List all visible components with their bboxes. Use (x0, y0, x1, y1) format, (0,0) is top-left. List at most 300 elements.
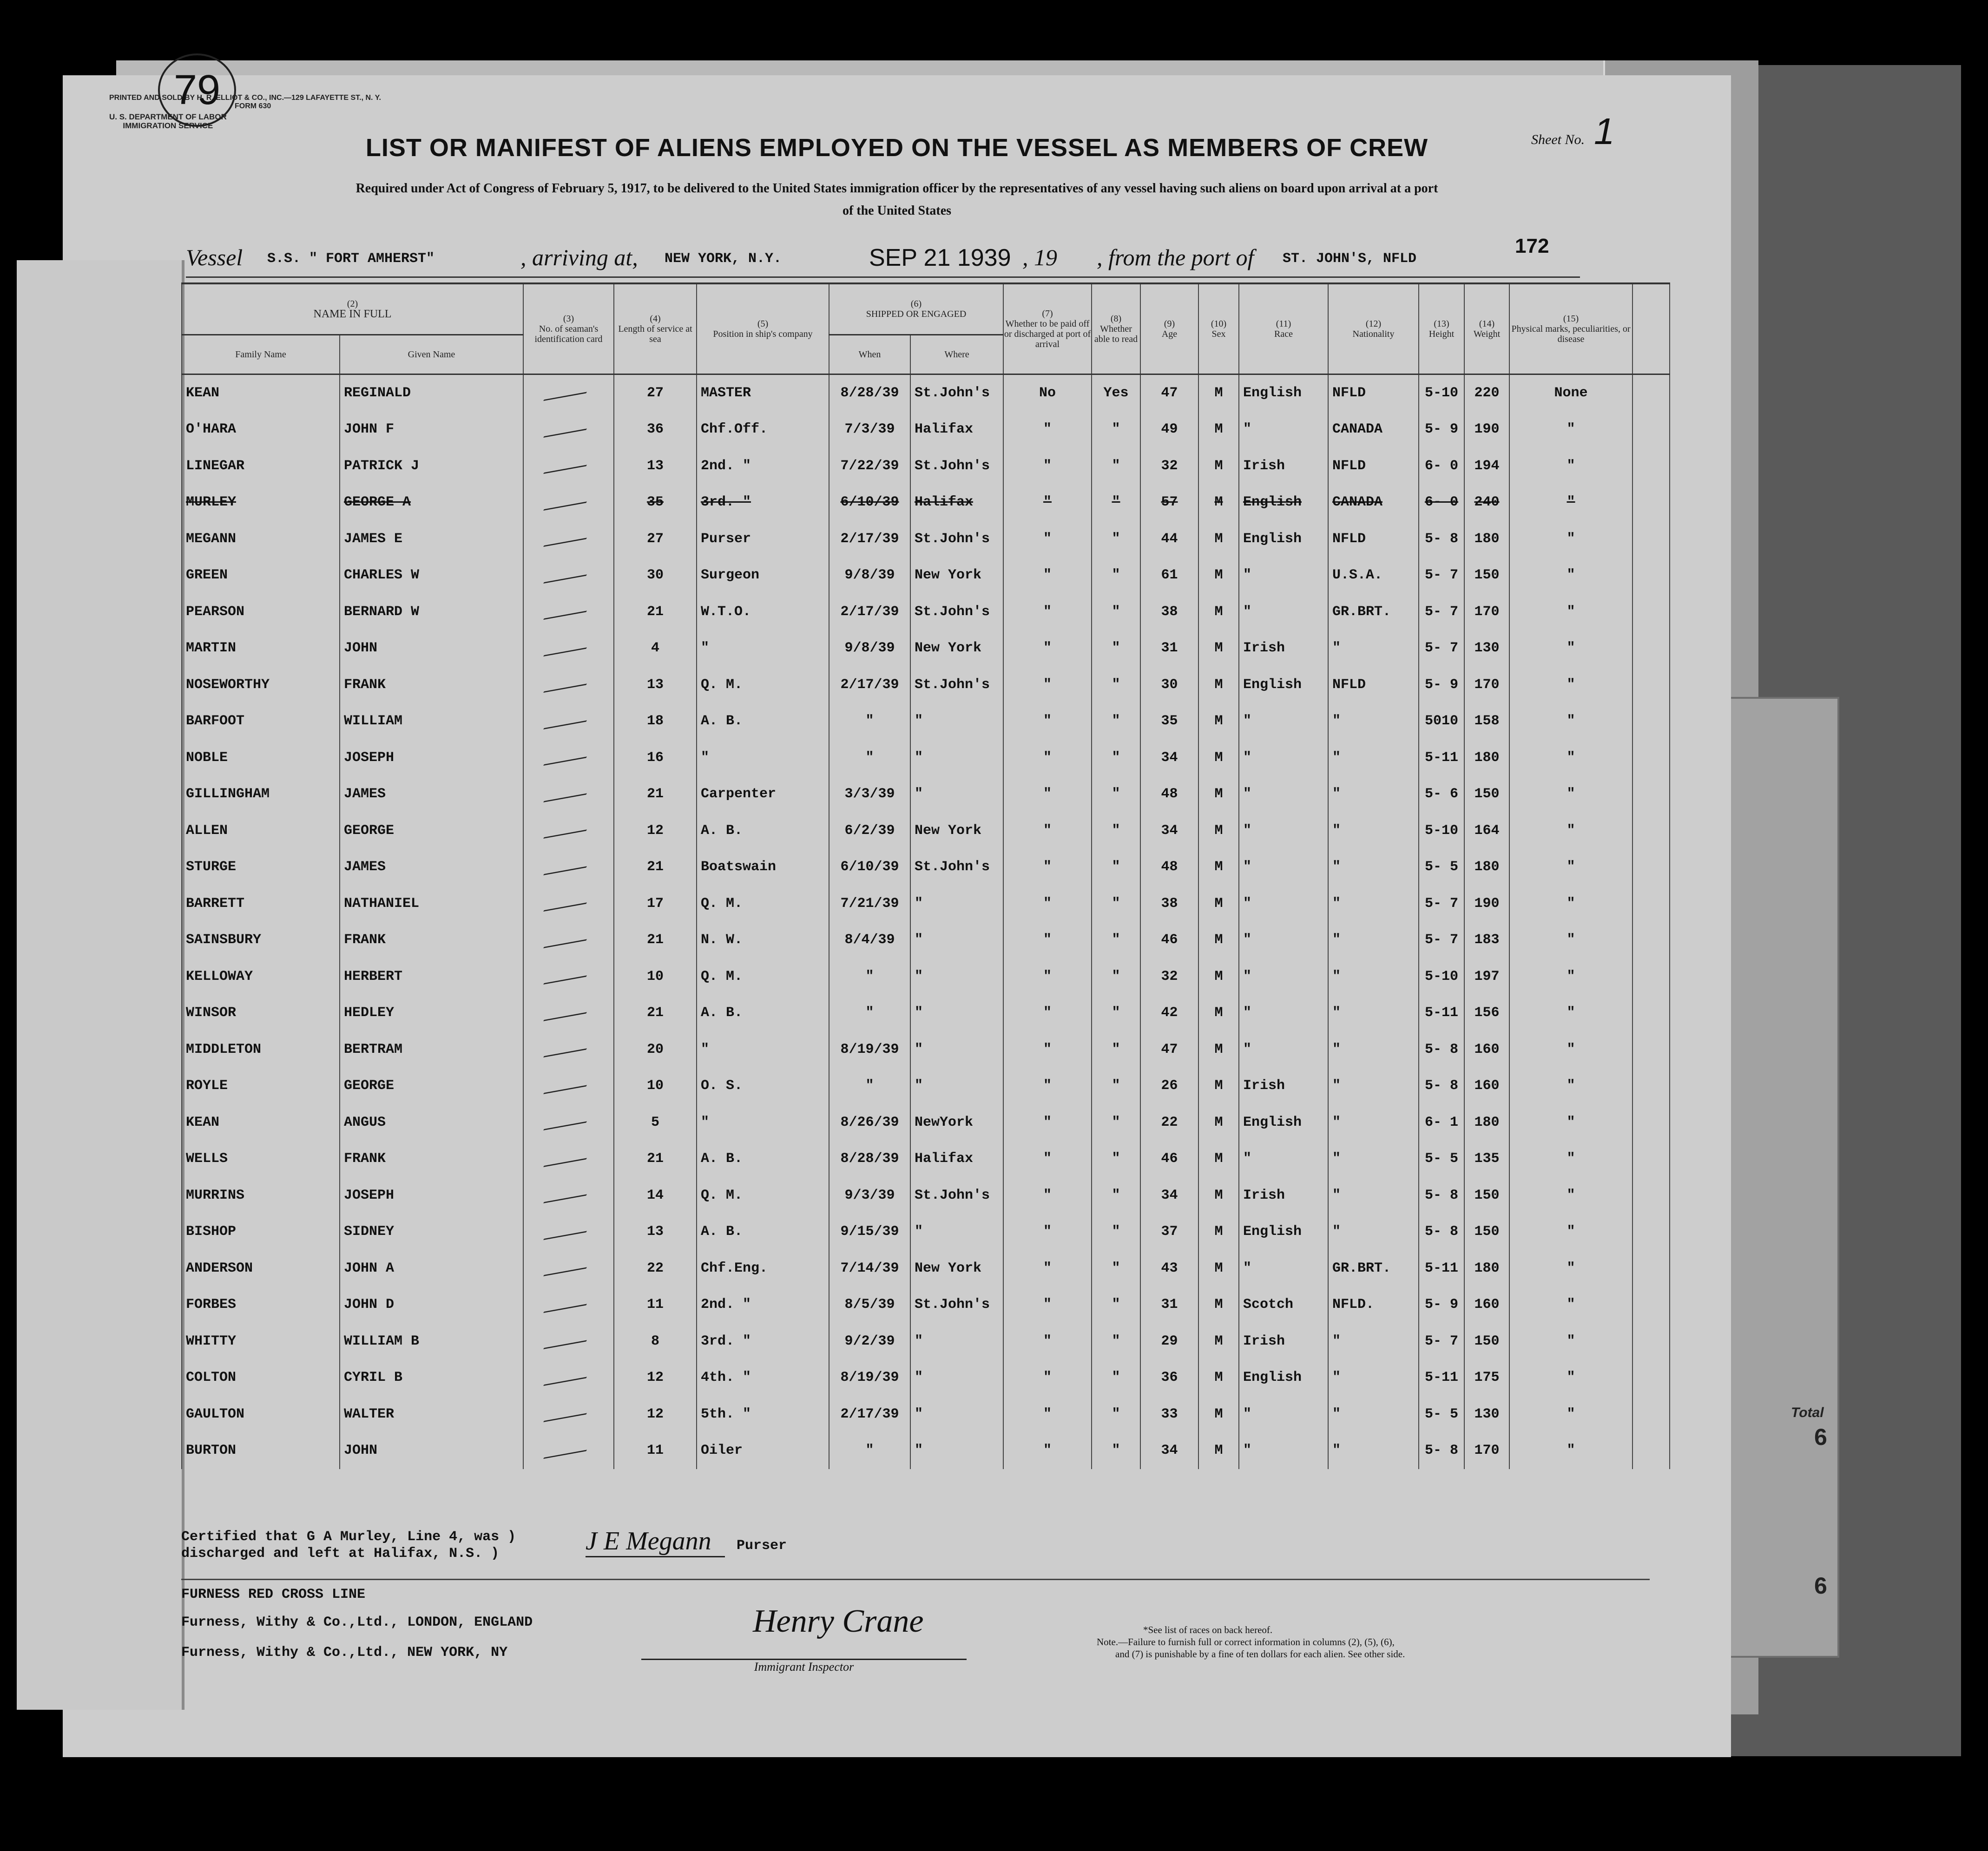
check-mark-icon (543, 636, 594, 656)
given-name-cell: SIDNEY (340, 1214, 523, 1250)
nationality-cell: NFLD (1328, 374, 1419, 411)
position-cell: A. B. (697, 995, 829, 1031)
nationality-cell: " (1328, 1323, 1419, 1360)
nationality-cell: CANADA (1328, 484, 1419, 521)
given-name-cell: ANGUS (340, 1104, 523, 1141)
position-cell: 2nd. " (697, 1287, 829, 1323)
table-row (182, 557, 1670, 594)
nationality-cell: NFLD. (1328, 1287, 1419, 1323)
family-name-cell: BISHOP (182, 1214, 340, 1250)
given-name-cell: JOHN D (340, 1287, 523, 1323)
purser-signature: J E Megann (586, 1526, 725, 1557)
nationality-cell: " (1328, 740, 1419, 776)
age-cell: 31 (1140, 630, 1198, 667)
family-name-cell: MARTIN (182, 630, 340, 667)
given-name-cell: JOHN A (340, 1250, 523, 1287)
footer-divider (181, 1579, 1650, 1580)
height-cell: 5-10 (1419, 374, 1464, 411)
col-name-in-full: (2) NAME IN FULL (182, 283, 523, 335)
id-card-tick (523, 1141, 614, 1177)
where-cell: St.John's (910, 667, 1003, 703)
given-name-cell: GEORGE (340, 1068, 523, 1104)
blank-cell (1633, 594, 1670, 630)
family-name-cell: NOBLE (182, 740, 340, 776)
table-row (182, 594, 1670, 630)
position-cell: 2nd. " (697, 448, 829, 485)
where-cell: " (910, 740, 1003, 776)
height-cell: 5- 7 (1419, 886, 1464, 922)
position-cell: " (697, 1031, 829, 1068)
position-cell: 3rd. " (697, 1323, 829, 1360)
nationality-cell: " (1328, 1141, 1419, 1177)
given-name-cell: GEORGE A (340, 484, 523, 521)
family-name-cell: SAINSBURY (182, 922, 340, 958)
position-cell: A. B. (697, 703, 829, 740)
check-mark-icon (543, 1328, 594, 1349)
check-mark-icon (543, 1037, 594, 1057)
weight-cell: 130 (1464, 1396, 1509, 1433)
sex-cell: M (1198, 958, 1239, 995)
inspector-label: Immigrant Inspector (641, 1659, 967, 1674)
check-mark-icon (543, 1255, 594, 1276)
marks-cell: " (1509, 594, 1633, 630)
when-cell: " (829, 1432, 910, 1469)
fine-note-2: and (7) is punishable by a fine of ten dollars for each alien. See other side. (1115, 1648, 1405, 1660)
service-cell: 8 (614, 1323, 697, 1360)
when-cell: 8/26/39 (829, 1104, 910, 1141)
service-cell: 10 (614, 1068, 697, 1104)
age-cell: 61 (1140, 557, 1198, 594)
where-cell: New York (910, 630, 1003, 667)
weight-cell: 150 (1464, 1214, 1509, 1250)
given-name-cell: CHARLES W (340, 557, 523, 594)
service-cell: 12 (614, 1396, 697, 1433)
family-name-cell: PEARSON (182, 594, 340, 630)
family-name-cell: GILLINGHAM (182, 776, 340, 813)
table-row (182, 448, 1670, 485)
table-row (182, 849, 1670, 886)
where-cell: St.John's (910, 374, 1003, 411)
position-cell: Q. M. (697, 1177, 829, 1214)
printer-text: PRINTED AND SOLD BY H. R. ELLIOT & CO., INC.—129 LAFAYETTE ST., N. Y. (109, 94, 381, 102)
paid-off-cell: " (1003, 1177, 1092, 1214)
check-mark-icon (543, 599, 594, 620)
table-row (182, 1396, 1670, 1433)
read-cell: " (1092, 886, 1140, 922)
sex-cell: M (1198, 1432, 1239, 1469)
check-mark-icon (543, 1000, 594, 1021)
age-cell: 34 (1140, 740, 1198, 776)
table-row (182, 667, 1670, 703)
table-row (182, 1250, 1670, 1287)
read-cell: " (1092, 849, 1140, 886)
weight-cell: 180 (1464, 1250, 1509, 1287)
family-name-cell: WHITTY (182, 1323, 340, 1360)
nationality-cell: " (1328, 1104, 1419, 1141)
read-cell: " (1092, 667, 1140, 703)
blank-cell (1633, 1323, 1670, 1360)
arriving-label: , arriving at, (520, 244, 638, 270)
blank-cell (1633, 1068, 1670, 1104)
when-cell: " (829, 703, 910, 740)
check-mark-icon (543, 709, 594, 729)
where-cell: Halifax (910, 484, 1003, 521)
where-cell: St.John's (910, 594, 1003, 630)
sex-cell: M (1198, 630, 1239, 667)
certification-line-2: discharged and left at Halifax, N.S. ) (181, 1546, 500, 1562)
col-weight: (14) Weight (1464, 283, 1509, 374)
paid-off-cell: " (1003, 958, 1092, 995)
marks-cell: " (1509, 886, 1633, 922)
read-cell: Yes (1092, 374, 1140, 411)
where-cell: Halifax (910, 411, 1003, 448)
age-cell: 47 (1140, 374, 1198, 411)
age-cell: 34 (1140, 813, 1198, 849)
blank-cell (1633, 958, 1670, 995)
blank-cell (1633, 374, 1670, 411)
family-name-cell: MEGANN (182, 521, 340, 558)
side-total-label: Total (1791, 1405, 1824, 1420)
id-card-tick (523, 813, 614, 849)
family-name-cell: LINEGAR (182, 448, 340, 485)
position-cell: Oiler (697, 1432, 829, 1469)
paid-off-cell: " (1003, 1250, 1092, 1287)
service-cell: 21 (614, 1141, 697, 1177)
age-cell: 49 (1140, 411, 1198, 448)
race-cell: English (1239, 1104, 1328, 1141)
service-cell: 27 (614, 374, 697, 411)
id-card-tick (523, 1214, 614, 1250)
id-card-tick (523, 776, 614, 813)
height-cell: 5- 6 (1419, 776, 1464, 813)
table-row (182, 740, 1670, 776)
sex-cell: M (1198, 886, 1239, 922)
family-name-cell: STURGE (182, 849, 340, 886)
where-cell: " (910, 922, 1003, 958)
paid-off-cell: " (1003, 1214, 1092, 1250)
race-cell: English (1239, 1359, 1328, 1396)
nationality-cell: CANADA (1328, 411, 1419, 448)
table-row (182, 1104, 1670, 1141)
race-cell: Irish (1239, 1177, 1328, 1214)
id-card-tick (523, 630, 614, 667)
vessel-underline (186, 276, 1580, 278)
read-cell: " (1092, 922, 1140, 958)
position-cell: Carpenter (697, 776, 829, 813)
blank-cell (1633, 740, 1670, 776)
weight-cell: 190 (1464, 411, 1509, 448)
given-name-cell: JAMES (340, 849, 523, 886)
col-position: (5) Position in ship's company (697, 283, 829, 374)
marks-cell: " (1509, 1068, 1633, 1104)
nationality-cell: " (1328, 849, 1419, 886)
race-cell: " (1239, 849, 1328, 886)
marks-cell: " (1509, 1287, 1633, 1323)
table-row (182, 1031, 1670, 1068)
blank-cell (1633, 1104, 1670, 1141)
height-cell: 5- 7 (1419, 1323, 1464, 1360)
col-paid-off: (7) Whether to be paid off or discharged at port of arrival (1003, 283, 1092, 374)
col-marks: (15) Physical marks, peculiarities, or disease (1509, 283, 1633, 374)
family-name-cell: GREEN (182, 557, 340, 594)
family-name-cell: FORBES (182, 1287, 340, 1323)
check-mark-icon (543, 964, 594, 985)
position-cell: MASTER (697, 374, 829, 411)
certification-note (181, 1529, 516, 1562)
nationality-cell: GR.BRT. (1328, 594, 1419, 630)
subtitle-line-2: of the United States (842, 203, 952, 218)
side-bottom-value: 6 (1814, 1573, 1827, 1599)
where-cell: St.John's (910, 521, 1003, 558)
when-cell: 7/14/39 (829, 1250, 910, 1287)
age-cell: 38 (1140, 886, 1198, 922)
service-cell: 36 (614, 411, 697, 448)
weight-cell: 190 (1464, 886, 1509, 922)
paid-off-cell: " (1003, 1068, 1092, 1104)
age-cell: 44 (1140, 521, 1198, 558)
age-cell: 57 (1140, 484, 1198, 521)
age-cell: 31 (1140, 1287, 1198, 1323)
given-name-cell: GEORGE (340, 813, 523, 849)
family-name-cell: ALLEN (182, 813, 340, 849)
marks-cell: " (1509, 922, 1633, 958)
family-name-cell: KEAN (182, 1104, 340, 1141)
col-nationality: (12) Nationality (1328, 283, 1419, 374)
table-row (182, 886, 1670, 922)
service-cell: 13 (614, 667, 697, 703)
height-cell: 5- 8 (1419, 1214, 1464, 1250)
paid-off-cell: " (1003, 1031, 1092, 1068)
nationality-cell: GR.BRT. (1328, 1250, 1419, 1287)
race-cell: " (1239, 813, 1328, 849)
height-cell: 5-11 (1419, 1250, 1464, 1287)
where-cell: Halifax (910, 1141, 1003, 1177)
table-row (182, 813, 1670, 849)
age-cell: 48 (1140, 849, 1198, 886)
age-cell: 48 (1140, 776, 1198, 813)
where-cell: New York (910, 1250, 1003, 1287)
read-cell: " (1092, 776, 1140, 813)
height-cell: 6- 0 (1419, 448, 1464, 485)
read-cell: " (1092, 1214, 1140, 1250)
when-cell: 8/5/39 (829, 1287, 910, 1323)
position-cell: A. B. (697, 1214, 829, 1250)
blank-cell (1633, 521, 1670, 558)
position-cell: " (697, 1104, 829, 1141)
paid-off-cell: " (1003, 1104, 1092, 1141)
sex-cell: M (1198, 813, 1239, 849)
weight-cell: 180 (1464, 521, 1509, 558)
read-cell: " (1092, 557, 1140, 594)
weight-cell: 150 (1464, 776, 1509, 813)
id-card-tick (523, 1287, 614, 1323)
sex-cell: M (1198, 448, 1239, 485)
height-cell: 5- 7 (1419, 922, 1464, 958)
weight-cell: 170 (1464, 1432, 1509, 1469)
height-cell: 5- 5 (1419, 1141, 1464, 1177)
check-mark-icon (543, 1438, 594, 1459)
read-cell: " (1092, 1068, 1140, 1104)
where-cell: " (910, 1359, 1003, 1396)
where-cell: " (910, 703, 1003, 740)
height-cell: 5-11 (1419, 740, 1464, 776)
where-cell: " (910, 1031, 1003, 1068)
table-row (182, 1287, 1670, 1323)
service-cell: 4 (614, 630, 697, 667)
sex-cell: M (1198, 1250, 1239, 1287)
paid-off-cell: " (1003, 1141, 1092, 1177)
where-cell: St.John's (910, 448, 1003, 485)
paid-off-cell: " (1003, 813, 1092, 849)
id-card-tick (523, 1432, 614, 1469)
age-cell: 29 (1140, 1323, 1198, 1360)
position-cell: Surgeon (697, 557, 829, 594)
height-cell: 5010 (1419, 703, 1464, 740)
nationality-cell: " (1328, 1396, 1419, 1433)
marks-cell: " (1509, 1214, 1633, 1250)
manifest-number: 172 (1515, 235, 1549, 257)
marks-cell: " (1509, 958, 1633, 995)
when-cell: 7/21/39 (829, 886, 910, 922)
service-cell: 13 (614, 448, 697, 485)
family-name-cell: MURLEY (182, 484, 340, 521)
nationality-cell: " (1328, 1031, 1419, 1068)
given-name-cell: JOHN (340, 630, 523, 667)
check-mark-icon (543, 927, 594, 948)
sex-cell: M (1198, 849, 1239, 886)
nationality-cell: " (1328, 813, 1419, 849)
marks-cell: " (1509, 630, 1633, 667)
read-cell: " (1092, 594, 1140, 630)
race-cell: " (1239, 1250, 1328, 1287)
vessel-label: Vessel (186, 244, 243, 270)
race-cell: Irish (1239, 1068, 1328, 1104)
subtitle-line-1: Required under Act of Congress of February 5, 1917, to be delivered to the United States immigration officer by the representatives of any vessel having such aliens on board upon arrival at a port (355, 181, 1438, 196)
given-name-cell: FRANK (340, 922, 523, 958)
nationality-cell: " (1328, 958, 1419, 995)
check-mark-icon (543, 1365, 594, 1386)
read-cell: " (1092, 813, 1140, 849)
table-row (182, 1359, 1670, 1396)
age-cell: 38 (1140, 594, 1198, 630)
blank-cell (1633, 557, 1670, 594)
age-cell: 34 (1140, 1177, 1198, 1214)
id-card-tick (523, 1250, 614, 1287)
given-name-cell: JOHN F (340, 411, 523, 448)
when-cell: 3/3/39 (829, 776, 910, 813)
table-row (182, 922, 1670, 958)
paid-off-cell: No (1003, 374, 1092, 411)
check-mark-icon (543, 490, 594, 511)
footnote (1097, 1624, 1405, 1660)
weight-cell: 150 (1464, 1177, 1509, 1214)
service-cell: 20 (614, 1031, 697, 1068)
table-row (182, 484, 1670, 521)
position-cell: Q. M. (697, 667, 829, 703)
race-cell: " (1239, 922, 1328, 958)
weight-cell: 135 (1464, 1141, 1509, 1177)
marks-cell: None (1509, 374, 1633, 411)
id-card-tick (523, 740, 614, 776)
id-card-tick (523, 995, 614, 1031)
sex-cell: M (1198, 1359, 1239, 1396)
id-card-tick (523, 521, 614, 558)
read-cell: " (1092, 1250, 1140, 1287)
date-stamp: SEP 21 1939 (869, 244, 1011, 271)
sex-cell: M (1198, 1323, 1239, 1360)
where-cell: St.John's (910, 1287, 1003, 1323)
where-cell: " (910, 995, 1003, 1031)
paid-off-cell: " (1003, 557, 1092, 594)
height-cell: 5- 8 (1419, 521, 1464, 558)
when-cell: 2/17/39 (829, 1396, 910, 1433)
table-row (182, 703, 1670, 740)
age-cell: 46 (1140, 1141, 1198, 1177)
where-cell: St.John's (910, 1177, 1003, 1214)
read-cell: " (1092, 1432, 1140, 1469)
height-cell: 5- 8 (1419, 1031, 1464, 1068)
race-cell: Irish (1239, 630, 1328, 667)
family-name-cell: BARRETT (182, 886, 340, 922)
service-cell: 17 (614, 886, 697, 922)
age-cell: 22 (1140, 1104, 1198, 1141)
age-cell: 43 (1140, 1250, 1198, 1287)
race-note: *See list of races on back hereof. (1143, 1624, 1273, 1635)
given-name-cell: WALTER (340, 1396, 523, 1433)
check-mark-icon (543, 526, 594, 547)
blank-cell (1633, 1432, 1670, 1469)
when-cell: 9/3/39 (829, 1177, 910, 1214)
col-family-name: Family Name (182, 335, 340, 374)
sex-cell: M (1198, 1104, 1239, 1141)
when-cell: 6/10/39 (829, 484, 910, 521)
check-mark-icon (543, 1146, 594, 1167)
paid-off-cell: " (1003, 521, 1092, 558)
read-cell: " (1092, 1287, 1140, 1323)
marks-cell: " (1509, 776, 1633, 813)
weight-cell: 160 (1464, 1287, 1509, 1323)
sex-cell: M (1198, 1031, 1239, 1068)
table-row (182, 1323, 1670, 1360)
read-cell: " (1092, 1031, 1140, 1068)
family-name-cell: ANDERSON (182, 1250, 340, 1287)
given-name-cell: NATHANIEL (340, 886, 523, 922)
height-cell: 5- 9 (1419, 1287, 1464, 1323)
weight-cell: 175 (1464, 1359, 1509, 1396)
family-name-cell: GAULTON (182, 1396, 340, 1433)
weight-cell: 180 (1464, 740, 1509, 776)
paid-off-cell: " (1003, 1287, 1092, 1323)
marks-cell: " (1509, 740, 1633, 776)
service-cell: 21 (614, 995, 697, 1031)
blank-cell (1633, 1359, 1670, 1396)
read-cell: " (1092, 521, 1140, 558)
nationality-cell: NFLD (1328, 667, 1419, 703)
given-name-cell: CYRIL B (340, 1359, 523, 1396)
sex-cell: M (1198, 922, 1239, 958)
when-cell: 9/8/39 (829, 557, 910, 594)
check-mark-icon (543, 818, 594, 839)
sheet-number-value: 1 (1593, 111, 1615, 152)
position-cell: A. B. (697, 1141, 829, 1177)
nationality-cell: " (1328, 1177, 1419, 1214)
service-cell: 13 (614, 1214, 697, 1250)
paid-off-cell: " (1003, 1432, 1092, 1469)
id-card-tick (523, 411, 614, 448)
where-cell: New York (910, 557, 1003, 594)
family-name-cell: O'HARA (182, 411, 340, 448)
id-card-tick (523, 374, 614, 411)
